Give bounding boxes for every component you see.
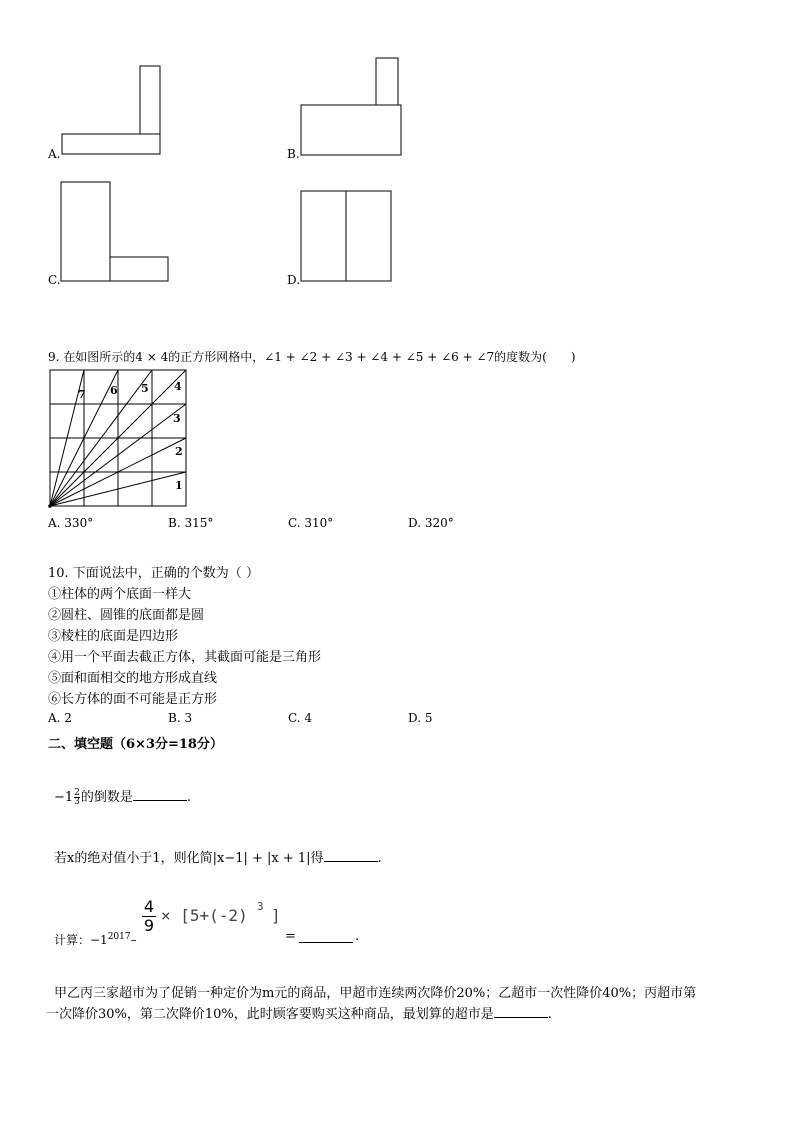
fill3-prefix-text: 计算：−1	[54, 933, 108, 947]
q8-option-b-label[interactable]: B.	[287, 147, 300, 161]
fill-question-4-line-2	[46, 1003, 552, 1022]
angle-label-7: 7	[78, 388, 86, 401]
fill3-minus: –	[130, 933, 137, 947]
angle-label-1: 1	[175, 479, 183, 492]
angle-label-5: 5	[141, 382, 149, 395]
fill3-frac-den: 9	[143, 916, 155, 935]
q8-option-c-figure	[59, 180, 171, 284]
q9-grid-figure	[48, 368, 190, 510]
q10-statement-1: ①柱体的两个底面一样大	[48, 587, 192, 602]
fill2-answer-blank[interactable]	[324, 849, 378, 862]
section-2-title: 二、填空题（6×3分=18分）	[48, 737, 223, 752]
fill4-line-1: 甲乙丙三家超市为了促销一种定价为m元的商品，甲超市连续两次降价20%；乙超市一次性降价40%；丙超市第	[54, 986, 697, 1001]
q8-option-a-figure	[60, 64, 164, 158]
q10-statement-6: ⑥长方体的面不可能是正方形	[48, 692, 218, 707]
q8-option-d-label[interactable]: D.	[287, 273, 301, 287]
angle-label-4: 4	[174, 380, 182, 393]
q10-statement-4: ④用一个平面去截正方体，其截面可能是三角形	[48, 650, 322, 665]
fill2-end: .	[377, 851, 382, 866]
q10-option-a[interactable]: A. 2	[48, 711, 72, 725]
q10-option-d[interactable]: D. 5	[408, 711, 433, 725]
fill3-answer-blank[interactable]	[299, 930, 353, 943]
q9-option-c[interactable]: C. 310°	[288, 516, 334, 530]
fill3-expression: × [5+(-2)	[161, 906, 248, 925]
fill3-fraction	[142, 898, 156, 935]
q9-option-b[interactable]: B. 315°	[168, 516, 214, 530]
fill-question-2	[54, 847, 382, 866]
fill1-end: .	[186, 790, 192, 805]
angle-label-6: 6	[110, 384, 118, 397]
angle-label-2: 2	[175, 445, 183, 458]
fill4-end: .	[547, 1007, 552, 1022]
fill3-end: .	[355, 929, 360, 944]
fill1-prefix: −1	[54, 790, 74, 805]
fill1-frac-num: 2	[74, 788, 80, 798]
q9-option-d[interactable]: D. 320°	[408, 516, 454, 530]
fill3-prefix	[54, 931, 137, 948]
fill2-text: 若x的绝对值小于1，则化简|x−1| + |x + 1|得	[54, 851, 324, 866]
fill-question-3	[54, 896, 384, 946]
fill3-frac-num: 4	[143, 897, 155, 916]
q9-option-a[interactable]: A. 330°	[48, 516, 94, 530]
q10-statement-2: ②圆柱、圆锥的底面都是圆	[48, 608, 205, 623]
fill3-exponent: 2017	[107, 932, 131, 942]
fill-question-1	[54, 786, 191, 806]
q8-option-a-label[interactable]: A.	[48, 147, 61, 161]
q10-option-c[interactable]: C. 4	[288, 711, 313, 725]
fill1-answer-blank[interactable]	[133, 788, 187, 801]
fill4-answer-blank[interactable]	[494, 1005, 548, 1018]
q10-option-b[interactable]: B. 3	[168, 711, 193, 725]
fill3-cube: 3	[257, 900, 264, 913]
fill3-close-bracket: ]	[271, 906, 281, 925]
fill3-equals: =	[285, 929, 296, 944]
fill4-line-2: 一次降价30%，第二次降价10%，此时顾客要购买这种商品，最划算的超市是	[46, 1007, 494, 1022]
q10-stem: 10. 下面说法中，正确的个数为（ ）	[48, 566, 259, 581]
q8-option-c-label[interactable]: C.	[48, 273, 61, 287]
q10-statement-5: ⑤面和面相交的地方形成直线	[48, 671, 218, 686]
fill1-suffix: 的倒数是	[80, 790, 133, 805]
q9-stem: 9. 在如图所示的4 × 4的正方形网格中，∠1 + ∠2 + ∠3 + ∠4 + ∠5 + ∠6 + ∠7的度数为( )	[48, 350, 576, 364]
q10-statement-3: ③棱柱的底面是四边形	[48, 629, 179, 644]
fill1-frac-den: 3	[74, 797, 80, 807]
q8-option-b-figure	[298, 56, 404, 158]
angle-label-3: 3	[173, 412, 181, 425]
fill1-fraction	[74, 789, 80, 806]
q8-option-d-figure	[299, 189, 395, 283]
